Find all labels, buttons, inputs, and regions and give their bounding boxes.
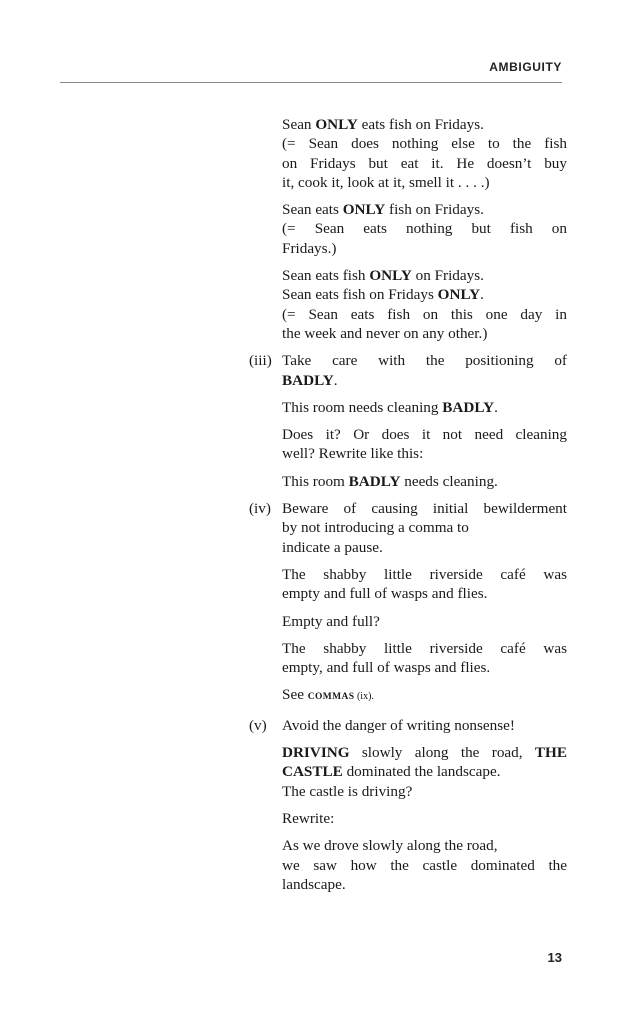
text-line: DRIVING slowly along the road, THE [282, 744, 567, 762]
question-badly [282, 425, 567, 464]
example-badly-1 [282, 398, 567, 417]
question-cafe [282, 612, 567, 631]
item-number: (iii) [249, 352, 272, 370]
page-number: 13 [547, 950, 562, 965]
text-line: Does it? Or does it not need cleaning [282, 426, 567, 444]
text-line: Avoid the danger of writing nonsense! [282, 716, 515, 734]
text-line: Sean eats fish ONLY on Fridays. [282, 267, 484, 285]
text-line: The shabby little riverside café was [282, 639, 567, 657]
text-line: on Fridays but eat it. He doesn’t buy [282, 154, 567, 172]
page-body [249, 115, 567, 902]
text-line: Sean eats fish on Fridays ONLY. [282, 286, 484, 304]
text-line: Take care with the positioning of [282, 352, 567, 370]
text-line: the week and never on any other.) [282, 324, 488, 342]
text-line: indicate a pause. [282, 538, 383, 556]
text-line: This room needs cleaning BADLY. [282, 398, 498, 416]
text-line: Sean ONLY eats fish on Fridays. [282, 116, 484, 133]
item-number: (v) [249, 716, 267, 734]
example-only-3 [282, 266, 567, 343]
example-only-1 [282, 115, 567, 192]
text-line: well? Rewrite like this: [282, 445, 424, 463]
list-item-v [249, 716, 567, 735]
header-rule [60, 82, 562, 83]
example-only-2 [282, 200, 567, 258]
text-line: (= Sean does nothing else to the fish [282, 135, 567, 153]
text-line: See COMMAS (ix). [282, 686, 374, 704]
text-line: Fridays.) [282, 239, 337, 257]
list-item-iv [249, 499, 567, 557]
example-badly-2 [282, 472, 567, 491]
example-cafe-2 [282, 639, 567, 678]
text-line: empty, and full of wasps and flies. [282, 659, 491, 677]
text-line: Rewrite: [282, 809, 335, 827]
text-line: Empty and full? [282, 612, 380, 630]
text-line: The castle is driving? [282, 782, 413, 800]
text-line: As we drove slowly along the road, [282, 837, 498, 855]
text-line: it, cook it, look at it, smell it . . . .) [282, 173, 490, 191]
example-cafe-1 [282, 565, 567, 604]
text-line: Sean eats ONLY fish on Fridays. [282, 201, 484, 219]
text-line: empty and full of wasps and flies. [282, 585, 488, 603]
running-head: AMBIGUITY [489, 60, 562, 74]
text-line: landscape. [282, 875, 346, 893]
list-item-iii [249, 351, 567, 390]
cross-reference-link: COMMAS [307, 692, 355, 703]
text-line: (= Sean eats fish on this one day in [282, 305, 567, 323]
text-line: BADLY. [282, 371, 338, 389]
item-number: (iv) [249, 500, 271, 518]
text-line: This room BADLY needs cleaning. [282, 472, 498, 490]
text-line: The shabby little riverside café was [282, 565, 567, 583]
text-line: (= Sean eats nothing but fish on [282, 220, 567, 238]
rewrite-example [282, 836, 567, 894]
text-line: Beware of causing initial bewilderment [282, 500, 567, 518]
example-driving [282, 743, 567, 801]
text-line: we saw how the castle dominated the [282, 856, 567, 874]
rewrite-label [282, 809, 567, 828]
cross-reference [282, 685, 567, 707]
text-line: by not introducing a comma to [282, 519, 469, 537]
text-line: CASTLE dominated the landscape. [282, 763, 501, 781]
